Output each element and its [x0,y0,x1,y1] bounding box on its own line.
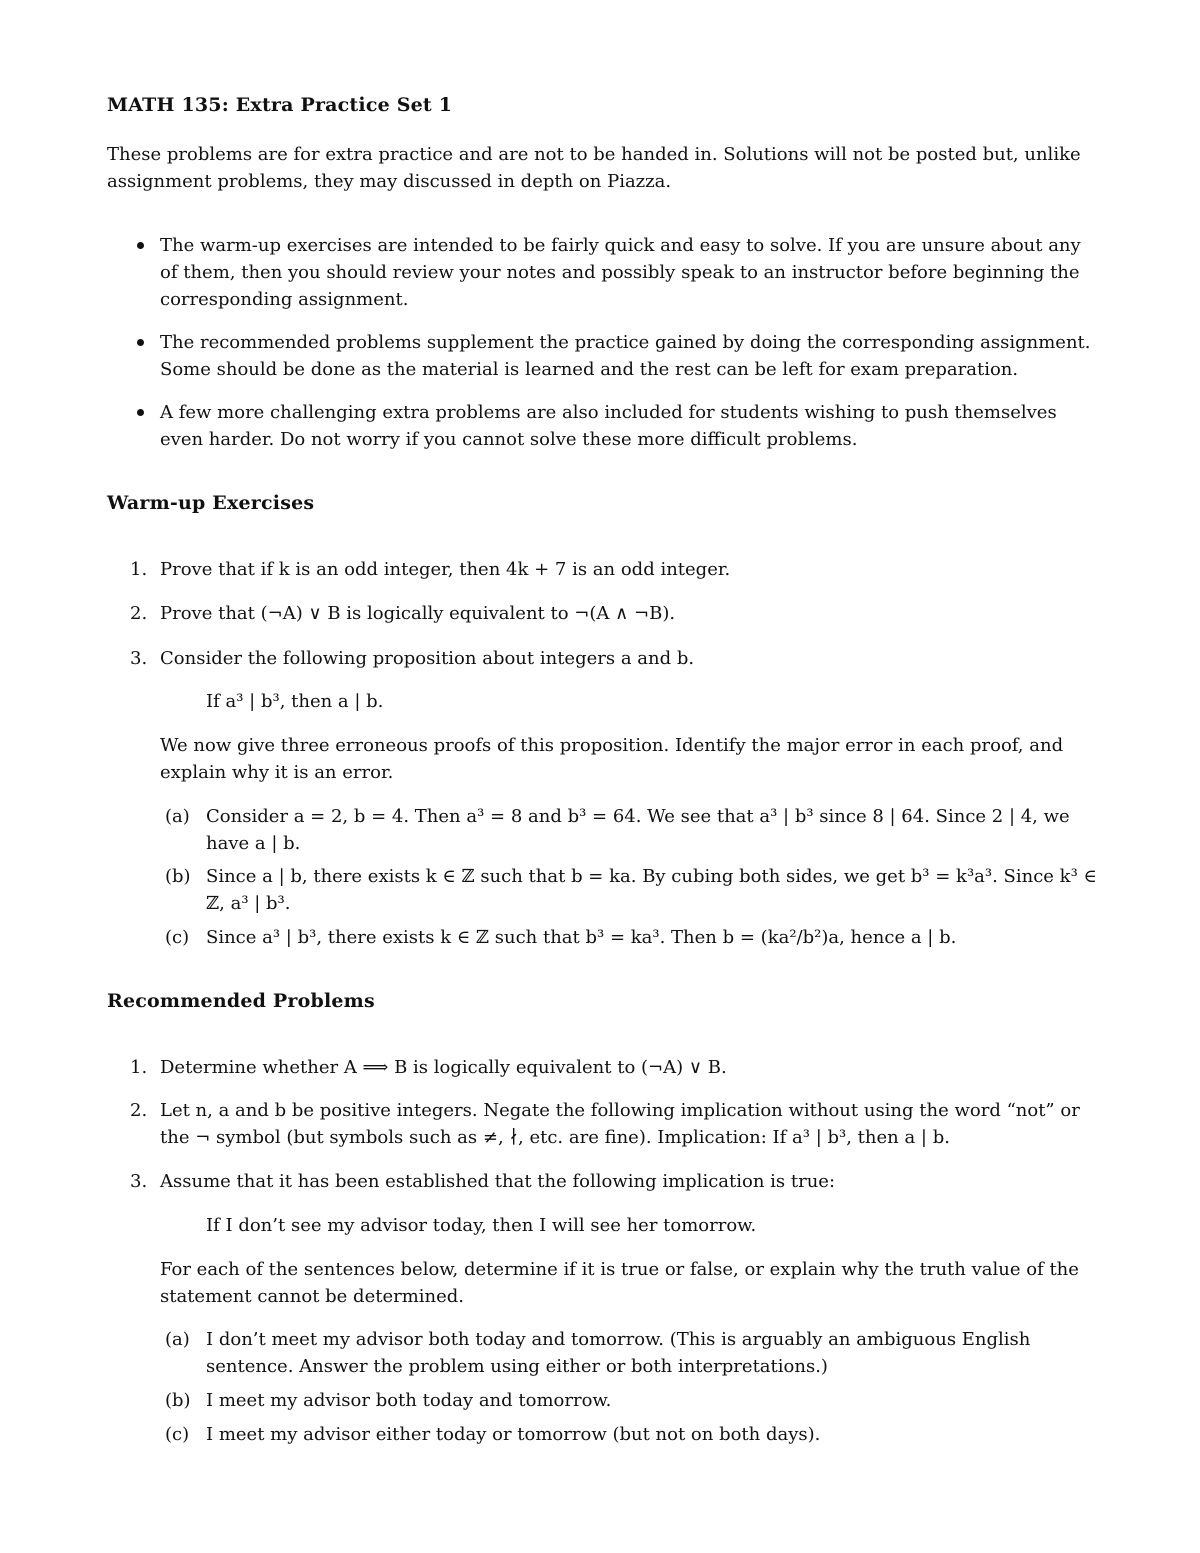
list-item [130,600,1097,627]
recommended-followup: For each of the sentences below, determine if it is true or false, or explain why the truth value of the statement cannot be determined. [160,1259,1079,1307]
bullet-item [137,399,1097,453]
item-number: 2. [130,1100,148,1121]
sub-item-label: (b) [165,866,191,887]
bullet-icon [137,409,144,416]
item-number: 1. [130,559,148,580]
intro-paragraph: These problems are for extra practice and are not to be handed in. Solutions will not be posted but, unlike assignment problems, they may discussed in depth on Piazza. [107,144,1081,192]
sub-item-text: Since a | b, there exists k ∈ ℤ such that b = ka. By cubing both sides, we get b³ = k³a³. Since k³ ∈ ℤ, a³ | b³. [206,866,1097,914]
list-item [130,645,1097,672]
sub-item-text: I meet my advisor both today and tomorrow. [206,1390,612,1411]
item-number: 3. [130,648,148,669]
sub-item [165,1421,1097,1448]
list-item [130,1054,1097,1081]
sub-item-label: (c) [165,927,190,948]
sub-item [165,924,1097,951]
sub-item-text: Since a³ | b³, there exists k ∈ ℤ such that b³ = ka³. Then b = (ka²/b²)a, hence a | b. [206,927,957,948]
bullet-icon [137,242,144,249]
proposition: If a³ | b³, then a | b. [206,691,384,712]
item-number: 3. [130,1171,148,1192]
bullet-text: The warm-up exercises are intended to be fairly quick and easy to solve. If you are unsure about any of them, then you should review your notes and possibly speak to an instructor before beginning the corresponding assignment. [160,235,1081,310]
list-item [130,1168,1097,1195]
item-text: Prove that if k is an odd integer, then 4k + 7 is an odd integer. [160,559,731,580]
sub-item-text: Consider a = 2, b = 4. Then a³ = 8 and b³ = 64. We see that a³ | b³ since 8 | 64. Since 2 | 4, we have a | b. [206,806,1070,854]
bullet-item [137,232,1097,313]
warmup-followup: We now give three erroneous proofs of this proposition. Identify the major error in each proof, and explain why it is an error. [160,735,1064,783]
item-text: Determine whether A ⟹ B is logically equivalent to (¬A) ∨ B. [160,1057,727,1078]
item-text: Prove that (¬A) ∨ B is logically equivalent to ¬(A ∧ ¬B). [160,603,676,624]
item-text: Assume that it has been established that the following implication is true: [160,1171,836,1192]
item-text: Consider the following proposition about integers a and b. [160,648,695,669]
sub-item [165,863,1097,917]
sub-item [165,803,1097,857]
list-item [130,556,1097,583]
sub-item-label: (a) [165,806,190,827]
bullet-item [137,329,1097,383]
page-title: MATH 135: Extra Practice Set 1 [107,94,453,116]
item-number: 2. [130,603,148,624]
implication: If I don’t see my advisor today, then I will see her tomorrow. [206,1215,757,1236]
item-number: 1. [130,1057,148,1078]
sub-item-text: I meet my advisor either today or tomorrow (but not on both days). [206,1424,821,1445]
sub-item-label: (b) [165,1390,191,1411]
sub-item [165,1326,1097,1380]
sub-item-text: I don’t meet my advisor both today and tomorrow. (This is arguably an ambiguous English sentence. Answer the problem using either or both interpretations.) [206,1329,1031,1377]
item-text: Let n, a and b be positive integers. Negate the following implication without using the word “not” or the ¬ symbol (but symbols such as ≠, ∤, etc. are fine). Implication: If a³ | b³, then a | b. [160,1100,1080,1148]
bullet-text: A few more challenging extra problems are also included for students wishing to push themselves even harder. Do not worry if you cannot solve these more difficult problems. [160,402,1057,450]
bullet-text: The recommended problems supplement the practice gained by doing the corresponding assignment. Some should be done as the material is learned and the rest can be left for exam preparation. [160,332,1091,380]
recommended-heading: Recommended Problems [107,990,375,1012]
sub-item-label: (c) [165,1424,190,1445]
bullet-icon [137,339,144,346]
warmup-heading: Warm-up Exercises [107,492,315,514]
sub-item-label: (a) [165,1329,190,1350]
list-item [130,1097,1097,1151]
sub-item [165,1387,1097,1414]
